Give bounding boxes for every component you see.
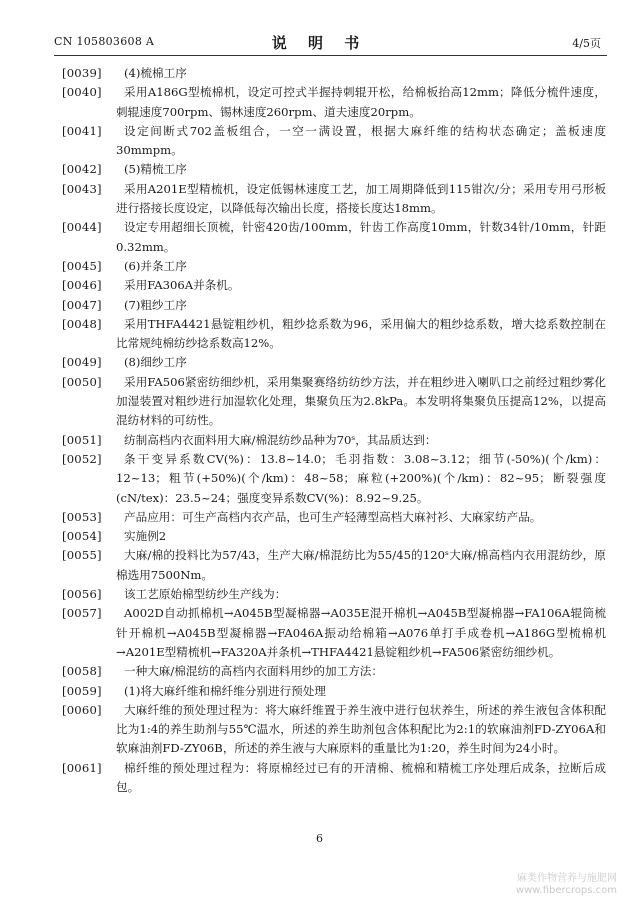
paragraph bbox=[62, 64, 606, 83]
paragraph-number: [0040] bbox=[62, 85, 102, 100]
paragraph bbox=[62, 759, 606, 798]
paragraph bbox=[62, 315, 606, 354]
paragraph-number: [0051] bbox=[62, 432, 102, 447]
paragraph-number: [0049] bbox=[62, 355, 102, 370]
paragraph-text: 产品应用：可生产高档内衣产品，也可生产轻薄型高档大麻衬衫、大麻家纺产品。 bbox=[124, 509, 542, 524]
paragraph-number: [0042] bbox=[62, 162, 102, 177]
paragraph bbox=[62, 353, 606, 372]
paragraph bbox=[62, 662, 606, 681]
publication-number: CN 105803608 A bbox=[54, 35, 155, 48]
paragraph-text: 棉纤维的预处理过程为：将原棉经过已有的开清棉、梳棉和精梳工序处理后成条，拉断后成包。 bbox=[116, 760, 606, 794]
paragraph-number: [0048] bbox=[62, 316, 102, 331]
document-body bbox=[62, 64, 606, 797]
paragraph bbox=[62, 450, 606, 508]
paragraph-text: 纺制高档内衣面料用大麻/棉混纺纱品种为70ˢ，其品质达到： bbox=[124, 432, 437, 447]
paragraph bbox=[62, 257, 606, 276]
paragraph-text: 设定间断式702盖板组合，一空一满设置，根据大麻纤维的结构状态确定；盖板速度30mmpm。 bbox=[116, 123, 606, 158]
paragraph-text: 一种大麻/棉混纺的高档内衣面料用纱的加工方法： bbox=[124, 664, 383, 679]
paragraph-number: [0057] bbox=[62, 606, 102, 621]
paragraph-number: [0044] bbox=[62, 220, 102, 235]
paragraph-number: [0041] bbox=[62, 123, 102, 138]
paragraph bbox=[62, 682, 606, 701]
paragraph-text: (6)并条工序 bbox=[124, 258, 187, 273]
paragraph bbox=[62, 508, 606, 527]
paragraph bbox=[62, 276, 606, 295]
paragraph-number: [0050] bbox=[62, 374, 102, 389]
paragraph-text: 采用A201E型精梳机，设定低锡林速度工艺，加工周期降低到115钳次/分；采用专用弓形板进行搭接长度设定，以降低每次输出长度，搭接长度达18mm。 bbox=[116, 181, 606, 216]
page-reference: 4/5页 bbox=[572, 37, 601, 50]
site-watermark bbox=[516, 873, 617, 897]
paragraph bbox=[62, 701, 606, 759]
paragraph-number: [0039] bbox=[62, 66, 102, 80]
paragraph-text: 实施例2 bbox=[124, 529, 167, 544]
paragraph-number: [0056] bbox=[62, 587, 102, 602]
paragraph-number: [0047] bbox=[62, 297, 102, 312]
paragraph bbox=[62, 83, 606, 122]
paragraph-text: A002D自动抓棉机→A045B型凝棉器→A035E混开棉机→A045B型凝棉器→FA106A辊筒梳针开棉机→A045B型凝棉器→FA046A振动给棉箱→A076单打手成卷机→A186G型梳棉机→A201E型精梳机→FA320A并条机→THFA4421悬锭粗纱机→FA506紧密纺细纱机。 bbox=[116, 606, 606, 659]
paragraph-text: (4)梳棉工序 bbox=[124, 66, 187, 80]
paragraph-text: 采用THFA4421悬锭粗纱机，粗纱捻系数为96，采用偏大的粗纱捻系数，增大捻系数控制在比常规纯棉纺纱捻系数高12%。 bbox=[116, 316, 606, 351]
header-divider bbox=[54, 55, 607, 56]
paragraph-text: (1)将大麻纤维和棉纤维分别进行预处理 bbox=[124, 683, 326, 698]
paragraph-number: [0061] bbox=[62, 760, 102, 775]
paragraph-number: [0059] bbox=[62, 683, 102, 698]
paragraph bbox=[62, 160, 606, 179]
paragraph-text: (7)粗纱工序 bbox=[124, 297, 187, 312]
paragraph bbox=[62, 431, 606, 450]
paragraph-number: [0052] bbox=[62, 451, 102, 466]
paragraph-number: [0045] bbox=[62, 258, 102, 273]
paragraph-text: 设定专用超细长顶梳，针密420齿/100mm，针齿工作高度10mm，针数34针/10mm，针距0.32mm。 bbox=[116, 220, 606, 254]
paragraph bbox=[62, 373, 606, 431]
paragraph bbox=[62, 218, 606, 257]
paragraph-text: 采用A186G型梳棉机，设定可控式半握持刺辊开松，给棉板抬高12mm；降低分梳件速度，刺辊速度700rpm、锡林速度260rpm、道夫速度20rpm。 bbox=[116, 85, 606, 119]
document-title: 说 明 书 bbox=[271, 34, 368, 52]
paragraph-number: [0055] bbox=[62, 548, 102, 563]
watermark-url: www.fibercrops.com bbox=[515, 885, 617, 896]
paragraph-text: 大麻/棉的投料比为57/43，生产大麻/棉混纺比为55/45的120ˢ大麻/棉高档内衣用混纺纱，原棉选用7500Nm。 bbox=[116, 548, 606, 582]
paragraph-text: (5)精梳工序 bbox=[124, 162, 187, 177]
paragraph-number: [0058] bbox=[62, 664, 102, 679]
paragraph-number: [0046] bbox=[62, 278, 102, 293]
paragraph bbox=[62, 180, 606, 219]
paragraph bbox=[62, 296, 606, 315]
paragraph bbox=[62, 585, 606, 604]
paragraph-text: (8)细纱工序 bbox=[124, 355, 187, 370]
paragraph-text: 采用FA306A并条机。 bbox=[124, 278, 240, 293]
paragraph-text: 该工艺原始棉型纺纱生产线为： bbox=[124, 587, 287, 602]
paragraph bbox=[62, 546, 606, 585]
paragraph-text: 条干变异系数CV(%)：13.8~14.0；毛羽指数：3.08~3.12；细节(-50%)(个/km)：12~13；粗节(+50%)(个/km)：48~58；麻粒(+200%)(个/km)：82~95；断裂强度(cN/tex)：23.5~24；强度变异系数CV(%)：8.92~9.25。 bbox=[116, 451, 606, 505]
paragraph-number: [0053] bbox=[62, 509, 102, 524]
paragraph bbox=[62, 604, 606, 662]
paragraph-number: [0043] bbox=[62, 181, 102, 196]
paragraph-text: 采用FA506紧密纺细纱机，采用集聚赛络纺纺纱方法，并在粗纱进入喇叭口之前经过粗纱雾化加湿装置对粗纱进行加湿软化处理，集聚负压为2.8kPa。本发明将集聚负压提高12%，以提高混纺材料的可纺性。 bbox=[116, 374, 606, 428]
page-number: 6 bbox=[316, 832, 323, 845]
paragraph-number: [0054] bbox=[62, 529, 102, 544]
watermark-title: 麻类作物营养与施肥网 bbox=[517, 873, 617, 884]
paragraph-text: 大麻纤维的预处理过程为：将大麻纤维置于养生液中进行包状养生，所述的养生液包含体积配比为1:4的养生助剂与55℃温水，所述的养生助剂包含体积配比为2:1的软麻油剂FD-ZY06A和软麻油剂FD-ZY06B，所述的养生液与大麻原料的重量比为1:20，养生时间为24小时。 bbox=[116, 702, 606, 756]
paragraph bbox=[62, 527, 606, 546]
paragraph-number: [0060] bbox=[62, 702, 102, 717]
paragraph bbox=[62, 122, 606, 161]
